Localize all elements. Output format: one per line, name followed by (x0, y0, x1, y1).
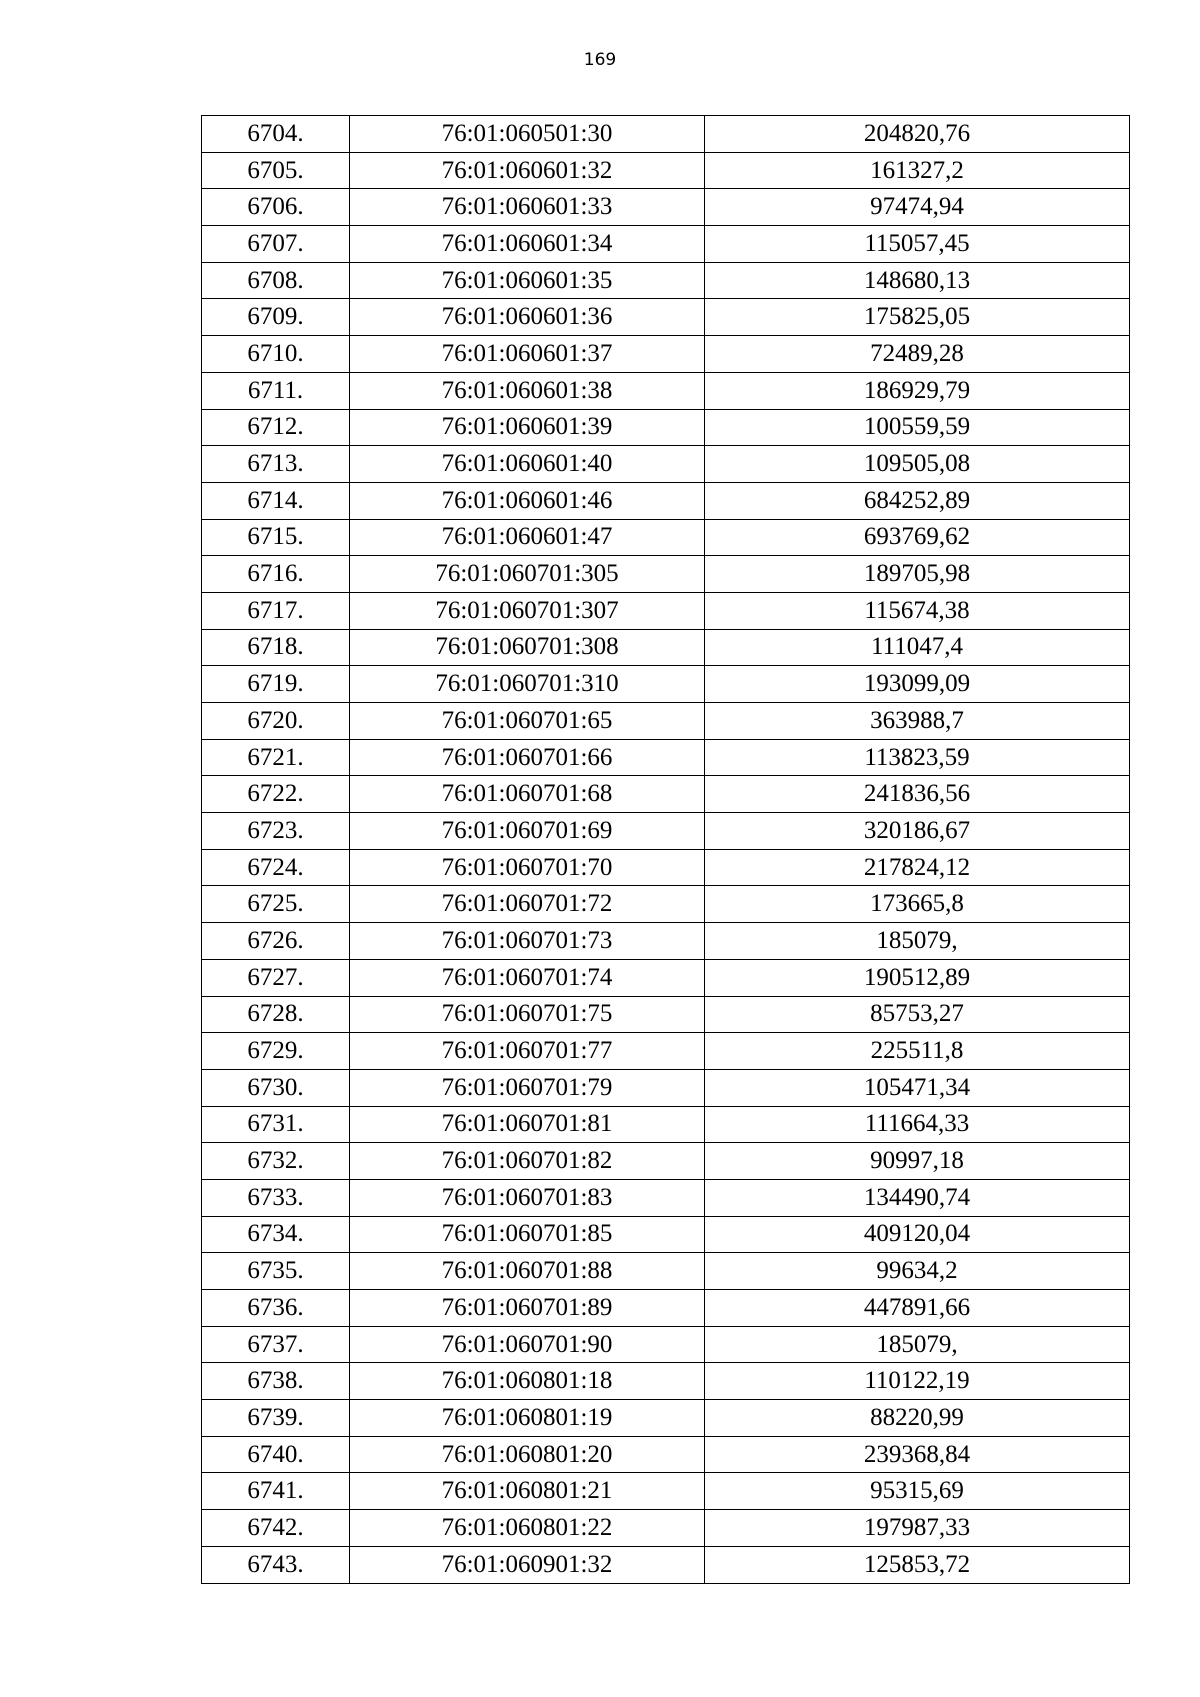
row-number-cell: 6738. (202, 1363, 350, 1400)
value-cell: 186929,79 (705, 372, 1130, 409)
table-row (202, 959, 1130, 996)
table-row (202, 1510, 1130, 1547)
row-number-cell: 6735. (202, 1253, 350, 1290)
row-number-cell: 6733. (202, 1179, 350, 1216)
table-row (202, 116, 1130, 153)
table-body (202, 116, 1130, 1584)
table-row (202, 1363, 1130, 1400)
row-number-cell: 6730. (202, 1069, 350, 1106)
row-number-cell: 6708. (202, 262, 350, 299)
data-table (201, 115, 1130, 1584)
value-cell: 185079, (705, 923, 1130, 960)
table-row (202, 446, 1130, 483)
row-number-cell: 6729. (202, 1033, 350, 1070)
row-number-cell: 6705. (202, 152, 350, 189)
cadastral-number-cell: 76:01:060701:310 (350, 666, 705, 703)
value-cell: 113823,59 (705, 739, 1130, 776)
value-cell: 90997,18 (705, 1143, 1130, 1180)
table-row (202, 1143, 1130, 1180)
cadastral-number-cell: 76:01:060701:72 (350, 886, 705, 923)
table-row (202, 226, 1130, 263)
row-number-cell: 6709. (202, 299, 350, 336)
value-cell: 85753,27 (705, 996, 1130, 1033)
table-row (202, 372, 1130, 409)
value-cell: 225511,8 (705, 1033, 1130, 1070)
row-number-cell: 6740. (202, 1436, 350, 1473)
cadastral-number-cell: 76:01:060601:47 (350, 519, 705, 556)
row-number-cell: 6724. (202, 849, 350, 886)
value-cell: 134490,74 (705, 1179, 1130, 1216)
cadastral-number-cell: 76:01:060701:79 (350, 1069, 705, 1106)
row-number-cell: 6723. (202, 813, 350, 850)
cadastral-number-cell: 76:01:060701:85 (350, 1216, 705, 1253)
value-cell: 88220,99 (705, 1400, 1130, 1437)
value-cell: 125853,72 (705, 1546, 1130, 1583)
table-row (202, 923, 1130, 960)
row-number-cell: 6706. (202, 189, 350, 226)
page-number: 169 (583, 50, 617, 70)
cadastral-number-cell: 76:01:060701:82 (350, 1143, 705, 1180)
table-row (202, 996, 1130, 1033)
table-row (202, 152, 1130, 189)
row-number-cell: 6718. (202, 629, 350, 666)
cadastral-number-cell: 76:01:060701:83 (350, 1179, 705, 1216)
value-cell: 109505,08 (705, 446, 1130, 483)
table-row (202, 1400, 1130, 1437)
cadastral-number-cell: 76:01:060801:18 (350, 1363, 705, 1400)
row-number-cell: 6722. (202, 776, 350, 813)
table-row (202, 1473, 1130, 1510)
cadastral-number-cell: 76:01:060701:308 (350, 629, 705, 666)
value-cell: 197987,33 (705, 1510, 1130, 1547)
cadastral-number-cell: 76:01:060801:22 (350, 1510, 705, 1547)
table-row (202, 1436, 1130, 1473)
value-cell: 105471,34 (705, 1069, 1130, 1106)
value-cell: 97474,94 (705, 189, 1130, 226)
table-row (202, 703, 1130, 740)
cadastral-number-cell: 76:01:060801:21 (350, 1473, 705, 1510)
cadastral-number-cell: 76:01:060601:36 (350, 299, 705, 336)
cadastral-number-cell: 76:01:060601:33 (350, 189, 705, 226)
value-cell: 99634,2 (705, 1253, 1130, 1290)
value-cell: 100559,59 (705, 409, 1130, 446)
cadastral-number-cell: 76:01:060701:305 (350, 556, 705, 593)
table-row (202, 1216, 1130, 1253)
cadastral-number-cell: 76:01:060701:307 (350, 592, 705, 629)
row-number-cell: 6707. (202, 226, 350, 263)
value-cell: 111664,33 (705, 1106, 1130, 1143)
row-number-cell: 6726. (202, 923, 350, 960)
row-number-cell: 6734. (202, 1216, 350, 1253)
row-number-cell: 6713. (202, 446, 350, 483)
row-number-cell: 6721. (202, 739, 350, 776)
cadastral-number-cell: 76:01:060601:35 (350, 262, 705, 299)
row-number-cell: 6720. (202, 703, 350, 740)
table-row (202, 409, 1130, 446)
value-cell: 110122,19 (705, 1363, 1130, 1400)
table-row (202, 1546, 1130, 1583)
row-number-cell: 6736. (202, 1290, 350, 1327)
cadastral-number-cell: 76:01:060701:69 (350, 813, 705, 850)
table-row (202, 299, 1130, 336)
value-cell: 239368,84 (705, 1436, 1130, 1473)
table-row (202, 1033, 1130, 1070)
value-cell: 684252,89 (705, 482, 1130, 519)
row-number-cell: 6737. (202, 1326, 350, 1363)
row-number-cell: 6711. (202, 372, 350, 409)
cadastral-number-cell: 76:01:060501:30 (350, 116, 705, 153)
row-number-cell: 6743. (202, 1546, 350, 1583)
row-number-cell: 6717. (202, 592, 350, 629)
cadastral-number-cell: 76:01:060701:66 (350, 739, 705, 776)
table-row (202, 1179, 1130, 1216)
table-row (202, 1253, 1130, 1290)
row-number-cell: 6731. (202, 1106, 350, 1143)
row-number-cell: 6716. (202, 556, 350, 593)
value-cell: 320186,67 (705, 813, 1130, 850)
cadastral-number-cell: 76:01:060701:89 (350, 1290, 705, 1327)
value-cell: 148680,13 (705, 262, 1130, 299)
value-cell: 175825,05 (705, 299, 1130, 336)
row-number-cell: 6712. (202, 409, 350, 446)
value-cell: 72489,28 (705, 336, 1130, 373)
table-row (202, 519, 1130, 556)
cadastral-number-cell: 76:01:060701:73 (350, 923, 705, 960)
cadastral-number-cell: 76:01:060701:70 (350, 849, 705, 886)
table-row (202, 482, 1130, 519)
cadastral-number-cell: 76:01:060601:39 (350, 409, 705, 446)
table-row (202, 1106, 1130, 1143)
row-number-cell: 6714. (202, 482, 350, 519)
value-cell: 190512,89 (705, 959, 1130, 996)
table-row (202, 666, 1130, 703)
table-row (202, 556, 1130, 593)
cadastral-number-cell: 76:01:060701:77 (350, 1033, 705, 1070)
table-row (202, 849, 1130, 886)
value-cell: 115674,38 (705, 592, 1130, 629)
value-cell: 189705,98 (705, 556, 1130, 593)
value-cell: 217824,12 (705, 849, 1130, 886)
cadastral-number-cell: 76:01:060701:90 (350, 1326, 705, 1363)
row-number-cell: 6715. (202, 519, 350, 556)
table-row (202, 776, 1130, 813)
table-row (202, 886, 1130, 923)
row-number-cell: 6719. (202, 666, 350, 703)
cadastral-number-cell: 76:01:060601:34 (350, 226, 705, 263)
value-cell: 95315,69 (705, 1473, 1130, 1510)
row-number-cell: 6728. (202, 996, 350, 1033)
row-number-cell: 6742. (202, 1510, 350, 1547)
row-number-cell: 6725. (202, 886, 350, 923)
cadastral-number-cell: 76:01:060601:38 (350, 372, 705, 409)
table-row (202, 1069, 1130, 1106)
cadastral-number-cell: 76:01:060601:40 (350, 446, 705, 483)
row-number-cell: 6739. (202, 1400, 350, 1437)
value-cell: 161327,2 (705, 152, 1130, 189)
cadastral-number-cell: 76:01:060901:32 (350, 1546, 705, 1583)
table-row (202, 336, 1130, 373)
value-cell: 693769,62 (705, 519, 1130, 556)
value-cell: 363988,7 (705, 703, 1130, 740)
value-cell: 115057,45 (705, 226, 1130, 263)
cadastral-number-cell: 76:01:060701:88 (350, 1253, 705, 1290)
value-cell: 185079, (705, 1326, 1130, 1363)
value-cell: 173665,8 (705, 886, 1130, 923)
cadastral-number-cell: 76:01:060801:20 (350, 1436, 705, 1473)
row-number-cell: 6704. (202, 116, 350, 153)
cadastral-number-cell: 76:01:060701:65 (350, 703, 705, 740)
cadastral-number-cell: 76:01:060701:81 (350, 1106, 705, 1143)
value-cell: 409120,04 (705, 1216, 1130, 1253)
table-row (202, 813, 1130, 850)
row-number-cell: 6727. (202, 959, 350, 996)
table-row (202, 189, 1130, 226)
cadastral-number-cell: 76:01:060601:37 (350, 336, 705, 373)
table-row (202, 629, 1130, 666)
table-row (202, 1290, 1130, 1327)
table-row (202, 739, 1130, 776)
row-number-cell: 6710. (202, 336, 350, 373)
row-number-cell: 6741. (202, 1473, 350, 1510)
cadastral-number-cell: 76:01:060701:74 (350, 959, 705, 996)
value-cell: 447891,66 (705, 1290, 1130, 1327)
row-number-cell: 6732. (202, 1143, 350, 1180)
table-row (202, 262, 1130, 299)
table-row (202, 592, 1130, 629)
value-cell: 241836,56 (705, 776, 1130, 813)
value-cell: 111047,4 (705, 629, 1130, 666)
cadastral-number-cell: 76:01:060701:68 (350, 776, 705, 813)
cadastral-number-cell: 76:01:060801:19 (350, 1400, 705, 1437)
value-cell: 204820,76 (705, 116, 1130, 153)
cadastral-number-cell: 76:01:060701:75 (350, 996, 705, 1033)
cadastral-number-cell: 76:01:060601:32 (350, 152, 705, 189)
value-cell: 193099,09 (705, 666, 1130, 703)
table-row (202, 1326, 1130, 1363)
cadastral-number-cell: 76:01:060601:46 (350, 482, 705, 519)
